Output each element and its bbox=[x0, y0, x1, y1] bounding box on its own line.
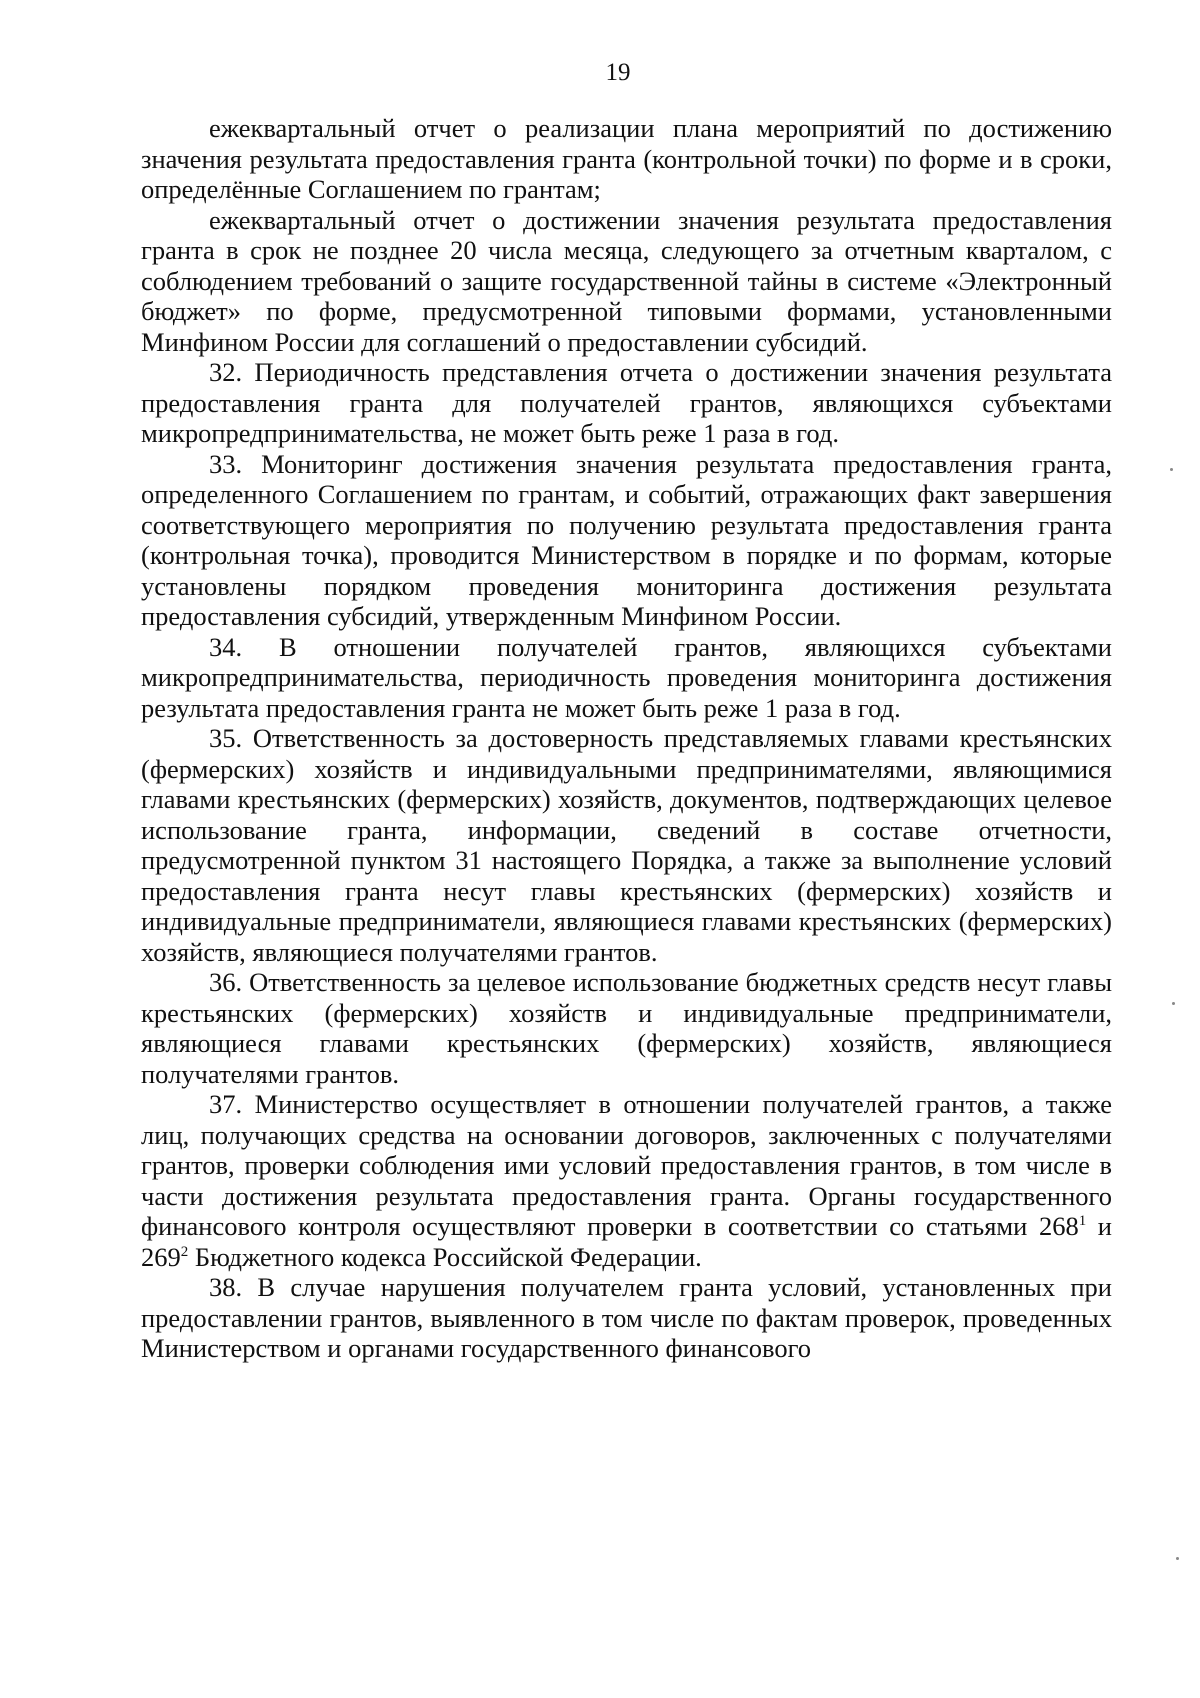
paragraph-38: 38. В случае нарушения получателем гранта условий, установленных при предоставлении грантов, выявленного в том числе по фактам проверок, проведенных Министерством и органами государственного финансового bbox=[141, 1272, 1112, 1363]
scan-speck bbox=[1176, 1557, 1179, 1560]
page-number: 19 bbox=[605, 59, 631, 86]
paragraph-37-text-2: и 269 bbox=[141, 1211, 1112, 1272]
paragraph-37 bbox=[141, 1089, 1112, 1272]
paragraph-36: 36. Ответственность за целевое использование бюджетных средств несут главы крестьянских (фермерских) хозяйств и индивидуальные предприниматели, являющиеся главами крестьянских (фермерских) хозяйств, являющиеся получателями грантов. bbox=[141, 967, 1112, 1089]
scan-speck bbox=[1170, 468, 1173, 471]
paragraph-34: 34. В отношении получателей грантов, являющихся субъектами микропредпринимательства, периодичность проведения мониторинга достижения результата предоставления гранта не может быть реже 1 раза в год. bbox=[141, 631, 1112, 723]
article-269-superscript: 2 bbox=[180, 1243, 189, 1260]
document-body bbox=[141, 113, 1112, 1364]
paragraph-37-text-1: 37. Министерство осуществляет в отношении получателей грантов, а также лиц, получающих средства на основании договоров, заключенных с получателями грантов, проверки соблюдения ими условий предоставления грантов, в том числе в части достижения результата предоставления гранта. Органы государственного финансового контроля осуществляют проверки в соответствии со статьями 268 bbox=[141, 1089, 1112, 1241]
paragraph-quarterly-result-report: ежеквартальный отчет о достижении значения результата предоставления гранта в срок не позднее 20 числа месяца, следующего за отчетным кварталом, с соблюдением требований о защите государственной тайны в системе «Электронный бюджет» по форме, предусмотренной типовыми формами, установленными Минфином России для соглашений о предоставлении субсидий. bbox=[141, 204, 1112, 357]
scan-speck bbox=[1172, 1002, 1175, 1005]
paragraph-35: 35. Ответственность за достоверность представляемых главами крестьянских (фермерских) хозяйств и индивидуальными предпринимателями, являющимися главами крестьянских (фермерских) хозяйств, документов, подтверждающих целевое использование гранта, информации, сведений в составе отчетности, предусмотренной пунктом 31 настоящего Порядка, а также за выполнение условий предоставления гранта несут главы крестьянских (фермерских) хозяйств и индивидуальные предприниматели, являющиеся главами крестьянских (фермерских) хозяйств, являющиеся получателями грантов. bbox=[141, 723, 1112, 967]
paragraph-quarterly-plan-report: ежеквартальный отчет о реализации плана мероприятий по достижению значения результата предоставления гранта (контрольной точки) по форме и в сроки, определённые Соглашением по грантам; bbox=[141, 113, 1112, 204]
paragraph-32: 32. Периодичность представления отчета о достижении значения результата предоставления гранта для получателей грантов, являющихся субъектами микропредпринимательства, не может быть реже 1 раза в год. bbox=[141, 357, 1112, 448]
paragraph-37-text-3: Бюджетного кодекса Российской Федерации. bbox=[188, 1241, 702, 1272]
paragraph-33: 33. Мониторинг достижения значения результата предоставления гранта, определенного Соглашением по грантам, и событий, отражающих факт завершения соответствующего мероприятия по получению результата предоставления гранта (контрольная точка), проводится Министерством в порядке и по формам, которые установлены порядком проведения мониторинга достижения результата предоставления субсидий, утвержденным Минфином России. bbox=[141, 448, 1112, 631]
article-268-superscript: 1 bbox=[1078, 1213, 1087, 1230]
